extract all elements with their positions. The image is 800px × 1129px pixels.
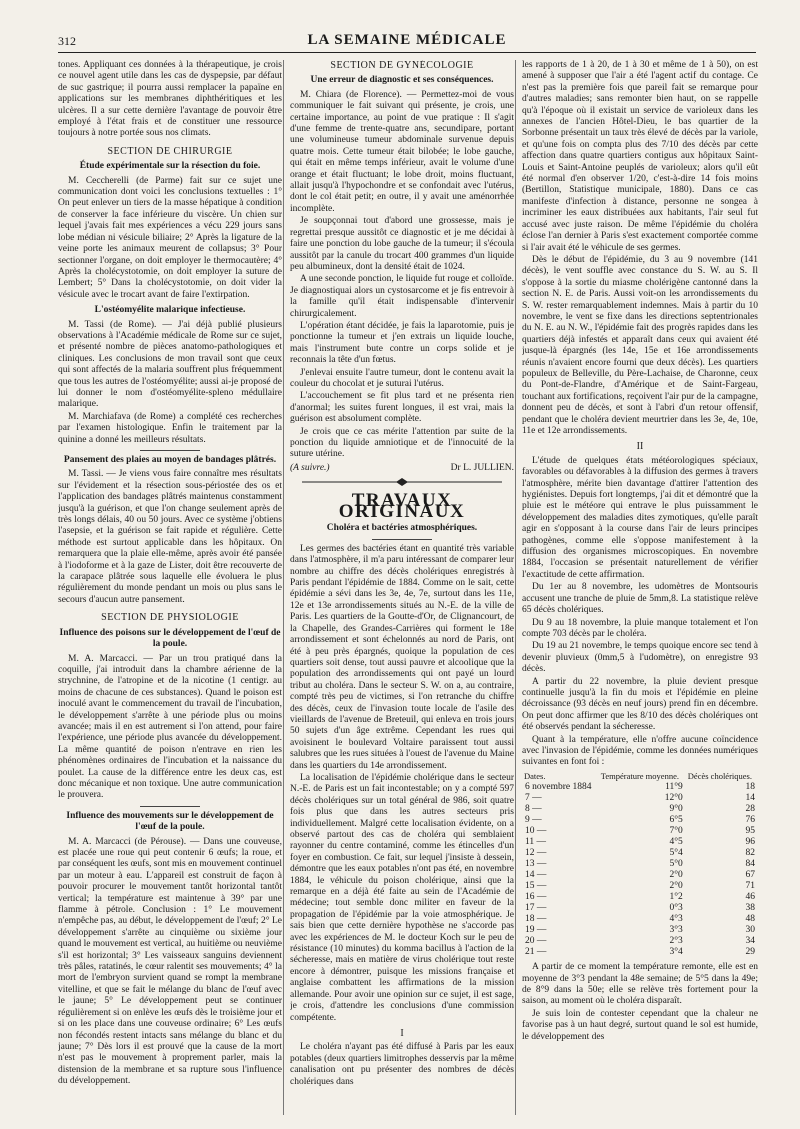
column-header: Température moyenne.: [600, 770, 679, 781]
table-cell: 9 —: [525, 815, 542, 826]
table-cell: 28: [745, 804, 755, 815]
table-cell: 18: [745, 782, 755, 793]
table-cell: 7 —: [525, 793, 542, 804]
paragraph: M. Ceccherelli (de Parme) fait sur ce sujet une communication dont voici les conclusions textuelles : 1° On peut enlever un tiers de la masse hépatique à condition de conserver la face inférieure du viscère. Un chien sur lequel j'avais fait mes expériences a vécu 229 jours sans lobe médian ni vésicule biliaire; 2° Après la ligature de la veine porte les animaux meurent de collapsus; 3° Pour sectionner l'organe, on doit employer le thermocautère; 4° Après la cholécystotomie, on doit employer la suture de Lembert; 5° Dans la cholécystotomie, on doit vider la vésicule avec le trocart avant de faire l'extirpation.: [58, 175, 282, 300]
table-cell: 9°0: [669, 804, 683, 815]
table-cell: 17 —: [525, 903, 547, 914]
table-cell: 34: [745, 936, 755, 947]
table-cell: 11 —: [525, 837, 547, 848]
table-row: [522, 903, 758, 914]
table-cell: 10 —: [525, 826, 547, 837]
column-2: [290, 60, 514, 1115]
table-row: [522, 848, 758, 859]
table-cell: 3°3: [669, 925, 683, 936]
section-heading: SECTION DE CHIRURGIE: [107, 145, 233, 157]
table-cell: 48: [745, 914, 755, 925]
author: Dr L. JULLIEN.: [450, 462, 514, 473]
subheading: Influence des mouvements sur le développement de l'œuf de la poule.: [66, 810, 274, 833]
subheading: Choléra et bactéries atmosphériques.: [326, 523, 478, 534]
table-header-row: [522, 771, 758, 782]
ornament-icon: [302, 478, 502, 486]
section-numeral: II: [636, 441, 644, 453]
table-cell: 30: [745, 925, 755, 936]
journal-title: LA SEMAINE MÉDICALE: [307, 32, 507, 48]
paragraph: Du 1er au 8 novembre, les udomètres de Montsouris accusent une tranche de pluie de 5mm,8. La statistique relève 65 décès cholériques.: [522, 582, 758, 616]
table-cell: 19 —: [525, 925, 547, 936]
paragraph: M. Marchiafava (de Rome) a complété ces recherches par l'examen histologique. Enfin le traitement par la quinine a donné les meilleurs résultats.: [58, 411, 282, 445]
table-row: [522, 892, 758, 903]
paragraph: La localisation de l'épidémie cholérique dans le secteur N.-E. de Paris est un fait incontestable; on y a compté 597 décès cholériques sur un total général de 986, soit quatre fois plus que dans les autres secteurs pris individuellement. Malgré cette localisation évidente, on a observé partout des cas de choléra qui semblaient rayonner du centre contaminé, comme les étincelles d'un foyer en combustion. Ce fait, sur lequel j'insiste à dessein, démontre que les eaux potables n'ont pas été, en novembre 1884, le véhicule du poison cholérique, ainsi que la remarque en a déjà été faite au sein de l'Académie de médecine; tout semble donc militer en faveur de la propagation de l'épidémie par la voie atmosphérique. Je sais bien que cette dernière hypothèse ne s'accorde pas avec les expériences de M. le docteur Koch sur le peu de résistance (10 minutes) du komma bacillus à l'action de la sécheresse, mais en matière de virus cholérique tout reste encore à démontrer, puisque les missions française et anglaise combattent les affirmations de la mission allemande. Pour avoir une opinion sur ce sujet, il est sage, je crois, d'attendre les conclusions d'une commission compétente.: [290, 772, 514, 1023]
table-row: [522, 793, 758, 804]
column-header: Dates.: [524, 770, 546, 781]
column-header: Décès cholériques.: [687, 770, 752, 781]
temperature-deaths-table: [522, 771, 758, 958]
table-row: [522, 859, 758, 870]
column-divider: [283, 60, 284, 1115]
paragraph: tones. Appliquant ces données à la thérapeutique, je crois ce nouvel agent utile dans les cas de dyspepsie, par défaut de suc gastrique; il pourra aussi remplacer la papaïne en applications sur les membranes diphthéritiques et les ulcères. Il a sur cette dernière l'avantage de pouvoir être employé à l'état frais et de constituer une ressource toujours à notre portée sous nos climats.: [58, 60, 282, 139]
table-cell: 8 —: [525, 804, 542, 815]
table-cell: 5°0: [669, 859, 683, 870]
subheading: Une erreur de diagnostic et ses conséquences.: [310, 75, 494, 86]
paragraph: Je crois que ce cas mérite l'attention par suite de la ponction du liquide amniotique et de l'innocuité de la suture utérine.: [290, 426, 514, 460]
table-cell: 11°9: [665, 782, 683, 793]
table-cell: 1°2: [669, 892, 683, 903]
to-be-continued: (A suivre.): [290, 462, 330, 473]
table-row: [522, 837, 758, 848]
paragraph: Le choléra n'ayant pas été diffusé à Paris par les eaux potables (deux quartiers limitrophes desservis par la même canalisation ont pu présenter des nombres de décès cholériques dans: [290, 1042, 514, 1087]
table-row: [522, 936, 758, 947]
table-cell: 84: [745, 859, 755, 870]
table-cell: 29: [745, 947, 755, 958]
table-cell: 5°4: [669, 848, 683, 859]
table-cell: 16 —: [525, 892, 547, 903]
table-cell: 71: [745, 881, 755, 892]
paragraph: les rapports de 1 à 20, de 1 à 30 et même de 1 à 50), on est amené à supposer que l'air a été l'agent actif du contage. Ce n'est pas la première fois que pareil fait se remarque pour d'autres maladies; sans remonter bien haut, on se rappelle qu'à l'époque où il existait un service de varioleux dans les annexes de l'ancien Hôtel-Dieu, le bas quartier de la Sorbonne présentait un taux très élevé de décès par la variole, et qu'une fois on compta plus des 7/10 des décès par cette affection dans quatre quartiers contigus aux hôpitaux Saint-Louis et Saint-Antoine peuplés de varioleux; alors qu'il eût été normal d'en observer 1/20, c'est-à-dire 14 fois moins (Bertillon, Statistique municipale, 1880). Dans ce cas manifeste d'infection à distance, personne ne songea à incriminer les eaux distribuées aux habitants, l'air seul fut accusé avec juste raison. De même l'épidémie du choléra éclose l'an dernier à Paris s'est exactement comportée comme si l'air avait été le véhicule de ses germes.: [522, 60, 758, 253]
table-cell: 95: [745, 826, 755, 837]
table-cell: 2°0: [669, 881, 683, 892]
table-cell: 12 —: [525, 848, 547, 859]
paragraph: M. Chiara (de Florence). — Permettez-moi de vous communiquer le fait suivant qui présente, je crois, une certaine importance, au point de vue pratique : Il s'agit d'une femme de trente-quatre ans, secundipare, portant une volumineuse tumeur abdominale survenue depuis quatre mois. Cette tumeur était bilobée; le lobe gauche, qui était en même temps inférieur, avait le volume d'une orange et était fluctuant; le lobe droit, moins fluctuant, allait jusqu'à l'hypochondre et se confondait avec l'utérus, dont le col était petit; en outre, il y avait une aménorrhée incomplète.: [290, 89, 514, 214]
table-cell: 20 —: [525, 936, 547, 947]
table-row: [522, 815, 758, 826]
subheading: Pansement des plaies au moyen de bandages plâtrés.: [63, 455, 277, 465]
section-numeral: I: [400, 1027, 404, 1039]
table-cell: 82: [745, 848, 755, 859]
table-body: [522, 782, 758, 958]
table-cell: 0°3: [669, 903, 683, 914]
table-cell: 46: [745, 892, 755, 903]
table-row: [522, 782, 758, 793]
table-cell: 14: [745, 793, 755, 804]
paragraph: Je suis loin de contester cependant que la chaleur ne favorise pas à un haut degré, surtout quand le sol est humide, le développement des: [522, 1008, 758, 1042]
paragraph: M. A. Marcacci. — Par un trou pratiqué dans la coquille, j'ai introduit dans la chambre aérienne de la strychnine, de l'atropine et de la nicotine (1 centigr. au moins de chacune de ces substances). Quand le poison est inoculé avant le commencement du travail de l'incubation, le développement s'arrête à une période plus ou moins avancée; mais il en est autrement si l'on attend, pour faire l'expérience, une période plus avancée du développement. La même quantité de poison n'entrave en rien les phénomènes ordinaires de l'incubation et la naissance du poulet. La cause de la différence entre les deux cas, est donc mécanique et non toxique. Une autre communication le prouvera.: [58, 653, 282, 801]
table-cell: 38: [745, 903, 755, 914]
section-heading: SECTION DE GYNÉCOLOGIE: [330, 60, 474, 71]
subheading: L'ostéomyélite malarique infectieuse.: [94, 305, 246, 316]
paragraph: A partir de ce moment la température remonte, elle est en moyenne de 3°3 pendant la 48e semaine; de 5°5 dans la 49e; de 8°9 dans la 50e; elle se relève très fortement pour la saison, au moment où le choléra disparaît.: [522, 962, 758, 1007]
header-rule: [58, 52, 756, 53]
table-row: [522, 804, 758, 815]
paragraph: Je soupçonnai tout d'abord une grossesse, mais je regrettai presque aussitôt ce diagnostic et je me décidai à faire une ponction du lobe gauche de la tumeur; il s'écoula aussitôt par la canule du trocart 400 grammes d'un liquide peu albumineux, dont la densité était de 1024.: [290, 216, 514, 272]
table-row: [522, 947, 758, 958]
column-1: [58, 60, 282, 1115]
table-cell: 18 —: [525, 914, 547, 925]
table-cell: 6 novembre 1884: [525, 782, 592, 793]
signature-line: [290, 463, 514, 474]
paragraph: L'accouchement se fit plus tard et ne présenta rien d'anormal; les suites furent longues, il est vrai, mais la guérison est absolument complète.: [290, 391, 514, 425]
column-divider: [515, 60, 516, 1115]
table-cell: 2°3: [669, 936, 683, 947]
table-cell: 13 —: [525, 859, 547, 870]
paragraph: Du 19 au 21 novembre, le temps quoique encore sec tend à devenir pluvieux (0mm,5 à l'udomètre), on enregistre 93 décès.: [522, 641, 758, 675]
page-number: 312: [58, 34, 76, 48]
paragraph: J'enlevai ensuite l'autre tumeur, dont le contenu avait la couleur du chocolat et je suturai l'utérus.: [290, 367, 514, 389]
table-row: [522, 914, 758, 925]
paragraph: L'opération étant décidée, je fais la laparotomie, puis je ponctionne la tumeur et j'en extrais un liquide louche, mais l'instrument bute contre un corps solide et je reconnais la tête d'un fœtus.: [290, 320, 514, 366]
table-cell: 3°4: [669, 947, 683, 958]
table-cell: 2°0: [669, 870, 683, 881]
paragraph: M. Tassi (de Rome). — J'ai déjà publié plusieurs observations à l'Académie médicale de Rome sur ce sujet, et présenté nombre de pièces anatomo-pathologiques et cliniques. Les conclusions de mon travail sont que ceux qui sont affectés de la malaria souffrent plus fréquemment que tous les autres de l'ostéomyélite; aussi ai-je proposé de lui donner le nom d'ostéomyélite-spleno médullaire malarique.: [58, 319, 282, 410]
table-row: [522, 826, 758, 837]
section-heading: SECTION DE PHYSIOLOGIE: [101, 612, 239, 624]
table-row: [522, 925, 758, 936]
table-cell: 67: [745, 870, 755, 881]
column-3: [522, 60, 758, 1115]
separator: [372, 539, 432, 540]
subheading: Étude expérimentale sur la résection du foie.: [79, 161, 261, 172]
paragraph: Les germes des bactéries étant en quantité très variable dans l'atmosphère, il m'a paru intéressant de comparer leur nombre au chiffre des décès cholériques enregistrés à Paris pendant l'épidémie de 1884. Comme on le sait, cette épidémie a sévi dans les 3e, 4e, 7e, surtout dans les 11e, 12e et 13e arrondissements situés au N.-E. de la ville de Paris. Les quartiers de la Goutte-d'Or, de Clignancourt, de la Chapelle, des Grandes-Carrières qui forment le 18e arrondissement et sont échelonnés au nord de Paris, ont été à peu près épargnés, quoique la population de ces quartiers soit dense, tout aussi pauvre et alcoolique que la population des arrondissements qui ont payé un lourd tribut au choléra. Dans le secteur S. W. on a, au contraire, compté très peu de victimes, si l'on retranche du chiffre des décès, ceux de l'invasion toute locale de l'asile des vieillards de l'avenue de Breteuil, qui enleva en trois jours 50 sujets d'un âge extrême. Cependant les rues qui avoisinent le boulevard Voltaire paraissent tout aussi salubres que les rues situées à l'ouest de l'avenue du Maine dans les quartiers du 14e arrondissement.: [290, 543, 514, 771]
table-cell: 15 —: [525, 881, 547, 892]
paragraph: L'étude de quelques états météorologiques spéciaux, favorables ou défavorables à la diffusion des germes à travers l'atmosphère, mérite bien davantage d'attirer l'attention des hygiénistes. Depuis fort longtemps, j'ai dit et démontré que la pluie est le météore qui entrave le plus puissamment le développement des maladies dites zymotiques, qu'elle paraît agir en s'opposant à la course dans l'air de leurs principes pathogènes, comme elle s'oppose manifestement à la diffusion des organismes microscopiques. En novembre 1884, l'occasion se présentait naturellement de vérifier l'exactitude de cette affirmation.: [522, 455, 758, 580]
paragraph: A partir du 22 novembre, la pluie devient presque continuelle jusqu'à la fin du mois et l'épidémie en pleine décroissance (93 décès en neuf jours) prend fin en décembre. On peut donc affirmer que les 8/10 des décès cholériques ont été observés pendant la sécheresse.: [522, 676, 758, 733]
table-cell: 7°0: [669, 826, 683, 837]
separator: [140, 450, 200, 451]
table-cell: 14 —: [525, 870, 547, 881]
table-cell: 96: [745, 837, 755, 848]
paragraph: Quant à la température, elle n'offre aucune coïncidence avec l'invasion de l'épidémie, comme les données numériques suivantes en font foi :: [522, 734, 758, 768]
subheading: Influence des poisons sur le développement de l'œuf de la poule.: [59, 627, 281, 650]
paragraph: M. Tassi. — Je viens vous faire connaître mes résultats sur l'évidement et la résection sous-périostée des os et l'application des bandages plâtrés maintenus constamment jusqu'à la guérison, et que l'on change seulement après de très longs délais, 40 ou 50 jours. Avec ce système j'obtiens l'asepsie, et la guérison se fait rapide et régulière. Cette méthode est surtout applicable dans les hôpitaux. On remarquera que la plaie elle-même, après avoir été pansée à l'iodoforme et à la gaze de Lister, doit être recouverte de la carapace plâtrée sous laquelle elle évoluera le plus régulièrement du monde pendant un mois ou plus sans le secours d'aucun autre pansement.: [58, 469, 282, 605]
ornament-divider: [290, 478, 514, 490]
table-cell: 21 —: [525, 947, 547, 958]
paragraph: Du 9 au 18 novembre, la pluie manque totalement et l'on compte 703 décès par le choléra.: [522, 617, 758, 639]
separator: [140, 806, 200, 807]
table-cell: 4°3: [669, 914, 683, 925]
table-cell: 4°5: [669, 837, 683, 848]
table-row: [522, 870, 758, 881]
page-header: [58, 20, 756, 54]
paragraph: A une seconde ponction, le liquide fut rouge et colloïde. Je diagnostiquai alors un cystosarcome et je fis entrevoir à la famille qu'il était indispensable d'intervenir chirurgicalement.: [290, 274, 514, 319]
paragraph: Dès le début de l'épidémie, du 3 au 9 novembre (141 décès), le vent souffle avec constance du S. W. au S. Il s'oppose à la sortie du miasme cholérigène cantonné dans la section N. E. de Paris. Aussi voit-on les arrondissements du S. W. rester remarquablement indemnes. Mais à partir du 10 novembre, le vent se fixe dans les directions septentrionales du N. E. au N. W., l'épidémie fait des progrès rapides dans les quartiers déjà infestés et apparaît dans ceux qui avaient été jusque-là épargnés (les 14e, 15e et 16e arrondissements réunis n'avaient encore fourni que deux décès). Les quartiers populeux de Belleville, du Père-Lachaise, de Charonne, ceux du Pont-de-Flandre, d'Amérique et de Saint-Fargeau, touchant aux fortifications, reçoivent l'air pur de la campagne, donnent peu de décès, et sont à l'abri d'un retour offensif, pendant que le choléra devient meurtrier dans les 3e, 4e, 10e, 11e et 12e arrondissements.: [522, 254, 758, 436]
rubric-title: TRAVAUX ORIGINAUX: [338, 489, 466, 523]
table-cell: 76: [745, 815, 755, 826]
table-cell: 6°5: [669, 815, 683, 826]
paragraph: M. A. Marcacci (de Pérouse). — Dans une couveuse, est placée une roue qui peut contenir 6 œufs; la roue, et par conséquent les œufs, sont mis en mouvement continuel par un moteur à eau. L'appareil est construit de façon à pouvoir procurer le mouvement tantôt horizontal tantôt vertical; la température est maintenue à 39° par une flamme à pétrole. Conclusion : 1° Le mouvement n'empêche pas, au début, le développement de l'œuf; 2° Le développement s'arrête au cinquième ou sixième jour quand le mouvement est vertical, au huitième ou neuvième s'il est horizontal; 3° Les vaisseaux sanguins deviennent très pâles, ratatinés, le cœur ralentit ses mouvements; 4° la mort de l'embryon survient quand se rompt la membrane vitelline, et que se fait le mélange du blanc de l'œuf avec le jaune; 5° Le développement peut se continuer régulièrement si on enlève les œufs dès le troisième jour et si on les place dans une couveuse ordinaire; 6° Les œufs non fécondés restent intacts sans mélange du blanc et du jaune; 7° Dès lors il est prouvé que la cause de la mort n'est pas le mouvement à proprement parler, mais la distension de la membrane et sa rupture sous l'influence du développement.: [58, 836, 282, 1087]
table-row: [522, 881, 758, 892]
table-cell: 12°0: [664, 793, 683, 804]
